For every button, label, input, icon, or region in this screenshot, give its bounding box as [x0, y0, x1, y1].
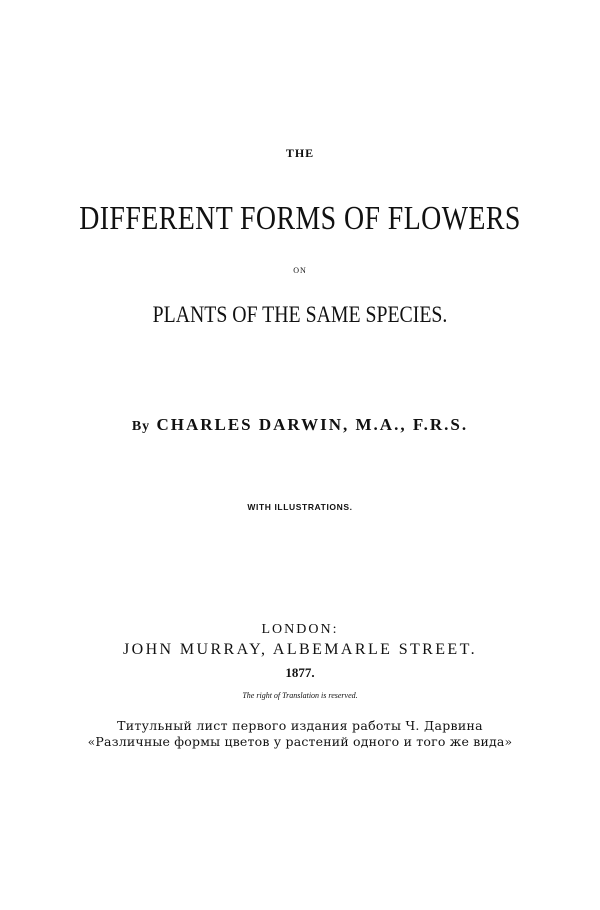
publisher-line: JOHN MURRAY, ALBEMARLE STREET. [123, 641, 477, 658]
title-preposition: ON [293, 266, 307, 275]
book-subtitle: PLANTS OF THE SAME SPECIES. [152, 302, 448, 327]
illustrations-note: WITH ILLUSTRATIONS. [247, 502, 353, 512]
publication-city: LONDON: [261, 622, 339, 637]
caption-line-2: «Различные формы цветов у растений одного и того же вида» [87, 734, 513, 749]
book-title: DIFFERENT FORMS OF FLOWERS [79, 200, 521, 237]
rights-notice: The right of Translation is reserved. [242, 691, 358, 700]
author-name: CHARLES DARWIN, M.A., F.R.S. [156, 415, 469, 434]
caption-line-1: Титульный лист первого издания работы Ч. Дарвина [117, 718, 483, 733]
publication-year: 1877. [285, 665, 315, 680]
author-line [0, 415, 600, 435]
title-article: THE [285, 146, 315, 160]
author-by: By [131, 419, 151, 434]
